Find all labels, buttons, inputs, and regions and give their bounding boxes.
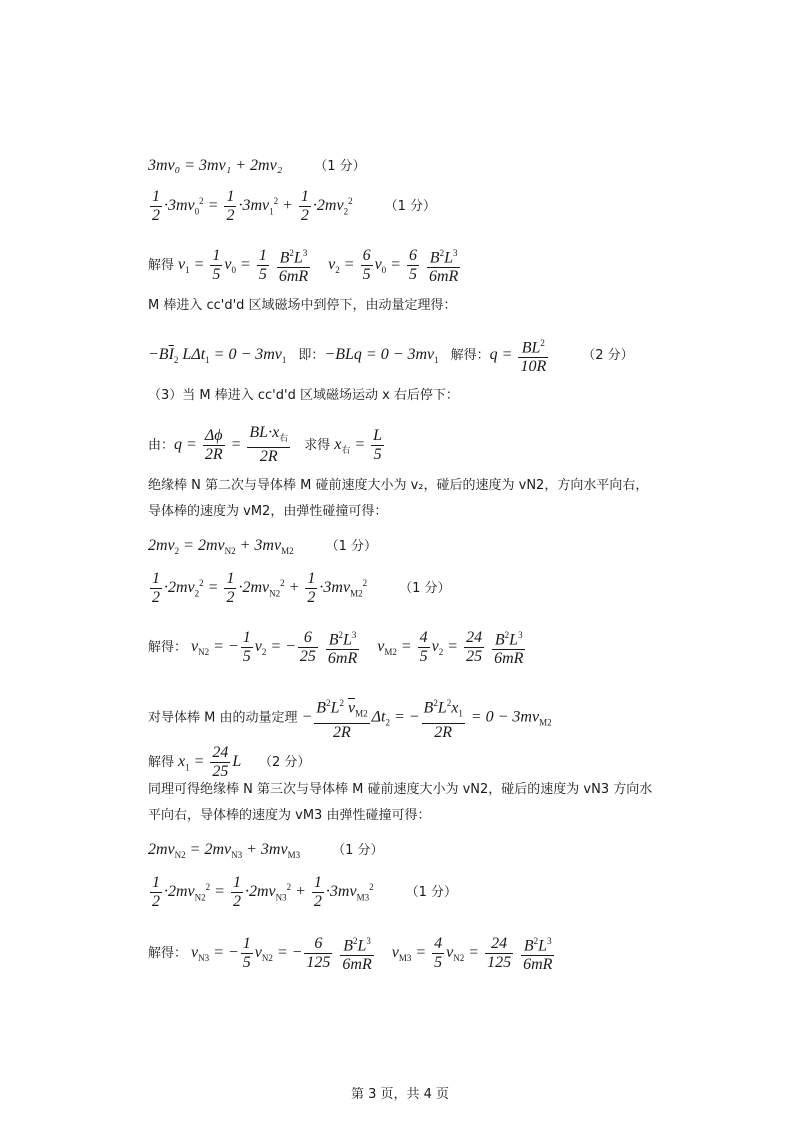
page-footer: 第 3 页，共 4 页: [350, 1087, 450, 1102]
fraction: $\frac{B^2L^3}{6mR}$: [492, 626, 525, 668]
fraction: $\frac{1}{5}$: [242, 628, 251, 665]
score-mark: （1 分）: [405, 885, 457, 901]
equation-impulse-charge: $-B\overline{I}_2$ $L\Delta t_1 = 0 - 3mv_1$ 即：$-BLq = 0 - 3mv_1$ 解得：q = $\frac{BL^2}{10R}$ （2 分）: [148, 334, 634, 376]
fraction: $\frac{6}{25}$: [299, 628, 316, 665]
equation-energy-conservation-1: $\frac{1}{2}$ $\cdot 3mv_0^2$ = $\frac{1}{2}$ $\cdot 3mv_1^2$ + $\frac{1}{2}$ $\cdot 2mv_2^2$ （1 分）: [152, 188, 436, 224]
solve-label: 解得: [148, 755, 175, 771]
fraction: $\frac{4}{5}$: [434, 934, 443, 971]
equation-text: 3mv₀ = 3mv₁ + 2mv₂: [148, 157, 283, 174]
fraction: $\frac{B^2L^3}{6mR}$: [427, 244, 460, 286]
fraction: $\frac{1}{2}$: [226, 570, 235, 606]
equation-energy-conservation-2: $\frac{1}{2}$ $\cdot 2mv_2^2$ = $\frac{1}{2}$ $\cdot 2mv_{N2}^2$ + $\frac{1}{2}$ $\cdot 3mv_{M2}^2$ （1 分）: [152, 570, 451, 606]
fraction: $\frac{24}{25}$: [212, 744, 229, 780]
equation-momentum-conservation-3: $2mv_{N2} = 2mv_{N3} + 3mv_{M3}$ （1 分）: [148, 841, 384, 861]
fraction: $\frac{1}{2}$: [300, 188, 309, 224]
fraction: $\frac{1}{2}$: [152, 874, 160, 910]
fraction: $\frac{B^2L^2x_1}{2R}$: [422, 694, 465, 742]
fraction: $\frac{24}{125}$: [487, 934, 512, 971]
fraction: $\frac{1}{5}$: [212, 246, 221, 283]
fraction: $\frac{6}{5}$: [362, 246, 371, 283]
fraction: $\frac{B^2L^3}{6mR}$: [340, 932, 373, 974]
solve-label: 解得：: [148, 945, 188, 961]
fraction: $\frac{BL\cdot x_右}{2R}$: [249, 424, 289, 466]
paragraph-third-collision-line-1: 同理可得绝缘棒 N 第三次与导体棒 M 碰前速度大小为 vN2，碰后的速度为 vN3 方向水: [148, 782, 653, 797]
score-mark: （1 分）: [325, 539, 377, 554]
fraction: $\frac{1}{5}$: [258, 246, 267, 283]
fraction: $\frac{B^2L^3}{6mR}$: [521, 932, 554, 974]
fraction: $\frac{6}{5}$: [408, 246, 417, 283]
equation-momentum-theorem-m: 对导体棒 M 由的动量定理 − $\frac{B^2L^2 \overline{v}_{M2}}{2R}$ $\Delta t_2$ = − $\frac{B^2L^2x_1}{2R}$ = $0 - 3mv_{M2}$: [148, 694, 552, 742]
text-enter-region: M 棒进入 cc'd'd 区域磁场中到停下，由动量定理得：: [148, 298, 457, 313]
part-3-heading: （3）当 M 棒进入 cc'd'd 区域磁场运动 x 右后停下：: [148, 388, 459, 403]
paragraph-second-collision-line-2: 导体棒的速度为 vM2，由弹性碰撞可得：: [148, 504, 388, 519]
score-mark: （1 分）: [399, 581, 451, 597]
solve-label: 解得: [148, 257, 175, 273]
find-label: 求得: [304, 437, 331, 453]
fraction: $\frac{6}{125}$: [306, 934, 331, 971]
fraction: $\frac{\Delta\phi}{2R}$: [204, 426, 223, 463]
solution-velocities-3: 解得： $v_{N3}$ = − $\frac{1}{5}$ $v_{N2}$ = − $\frac{6}{125}$ $\frac{B^2L^3}{6mR}$ $v_{M3}$ = $\frac{4}{5}$ $v_{N2}$ = $\frac{24}{125}$ $\frac{B^2L^3}{6mR}$: [148, 932, 556, 974]
solution-velocities-1: 解得 $v_1$ = $\frac{1}{5}$ $v_0$ = $\frac{1}{5}$ $\frac{B^2L^3}{6mR}$ $v_2$ = $\frac{6}{5}$ $v_0$ = $\frac{6}{5}$ $\frac{B^2L^3}{6mR}$: [148, 244, 462, 286]
fraction: $\frac{4}{5}$: [419, 628, 428, 665]
fraction: $\frac{B^2L^3}{6mR}$: [277, 244, 310, 286]
fraction: $\frac{B^2L^3}{6mR}$: [326, 626, 359, 668]
momentum-theorem-label: 对导体棒 M 由的动量定理: [148, 710, 298, 726]
score-mark: （2 分）: [259, 755, 311, 771]
fraction: $\frac{1}{2}$: [152, 570, 160, 606]
equation-momentum-conservation-1: [148, 156, 366, 177]
equation-displacement: 由：q = $\frac{\Delta\phi}{2R}$ = $\frac{BL\cdot x_右}{2R}$ 求得 $x_右$ = $\frac{L}{5}$: [148, 424, 383, 466]
solution-velocities-2: 解得： $v_{N2}$ = − $\frac{1}{5}$ $v_2$ = − $\frac{6}{25}$ $\frac{B^2L^3}{6mR}$ $v_{M2}$ = $\frac{4}{5}$ $v_2$ = $\frac{24}{25}$ $\frac{B^2L^3}{6mR}$: [148, 626, 527, 668]
solve-label: 解得：: [450, 347, 490, 363]
score-mark: （1 分）: [332, 843, 384, 858]
immediate-label: 即：: [298, 347, 325, 363]
fraction: $\frac{1}{2}$: [307, 570, 316, 606]
equation-energy-conservation-3: $\frac{1}{2}$ $\cdot 2mv_{N2}^2$ = $\frac{1}{2}$ $\cdot 2mv_{N3}^2$ + $\frac{1}{2}$ $\cdot 3mv_{M3}^2$ （1 分）: [152, 874, 457, 910]
equation-momentum-conservation-2: $2mv_2 = 2mv_{N2} + 3mv_{M2}$ （1 分）: [148, 537, 377, 557]
paragraph-third-collision-line-2: 平向右，导体棒的速度为 vM3 由弹性碰撞可得：: [148, 808, 431, 823]
fraction: $\frac{1}{2}$: [226, 188, 235, 224]
fraction: $\frac{L}{5}$: [373, 426, 383, 463]
score-mark: （2 分）: [582, 347, 634, 363]
solve-label: 解得：: [148, 639, 188, 655]
score-mark: （1 分）: [384, 199, 436, 215]
from-label: 由：: [148, 437, 175, 453]
fraction: $\frac{1}{2}$: [152, 188, 160, 224]
fraction: $\frac{1}{2}$: [313, 874, 322, 910]
fraction: $\frac{BL^2}{10R}$: [518, 334, 548, 376]
fraction: $\frac{24}{25}$: [466, 628, 483, 665]
paragraph-second-collision-line-1: 绝缘棒 N 第二次与导体棒 M 碰前速度大小为 v₂，碰后的速度为 vN2，方向水平向右，: [148, 478, 649, 493]
fraction: $\frac{1}{5}$: [242, 934, 251, 971]
fraction: $\frac{1}{2}$: [232, 874, 241, 910]
score-mark: （1 分）: [314, 159, 366, 174]
solution-x1: 解得 $x_1$ = $\frac{24}{25}$ L （2 分）: [148, 744, 311, 780]
fraction: $\frac{B^2L^2 \overline{v}_{M2}}{2R}$: [314, 694, 369, 742]
